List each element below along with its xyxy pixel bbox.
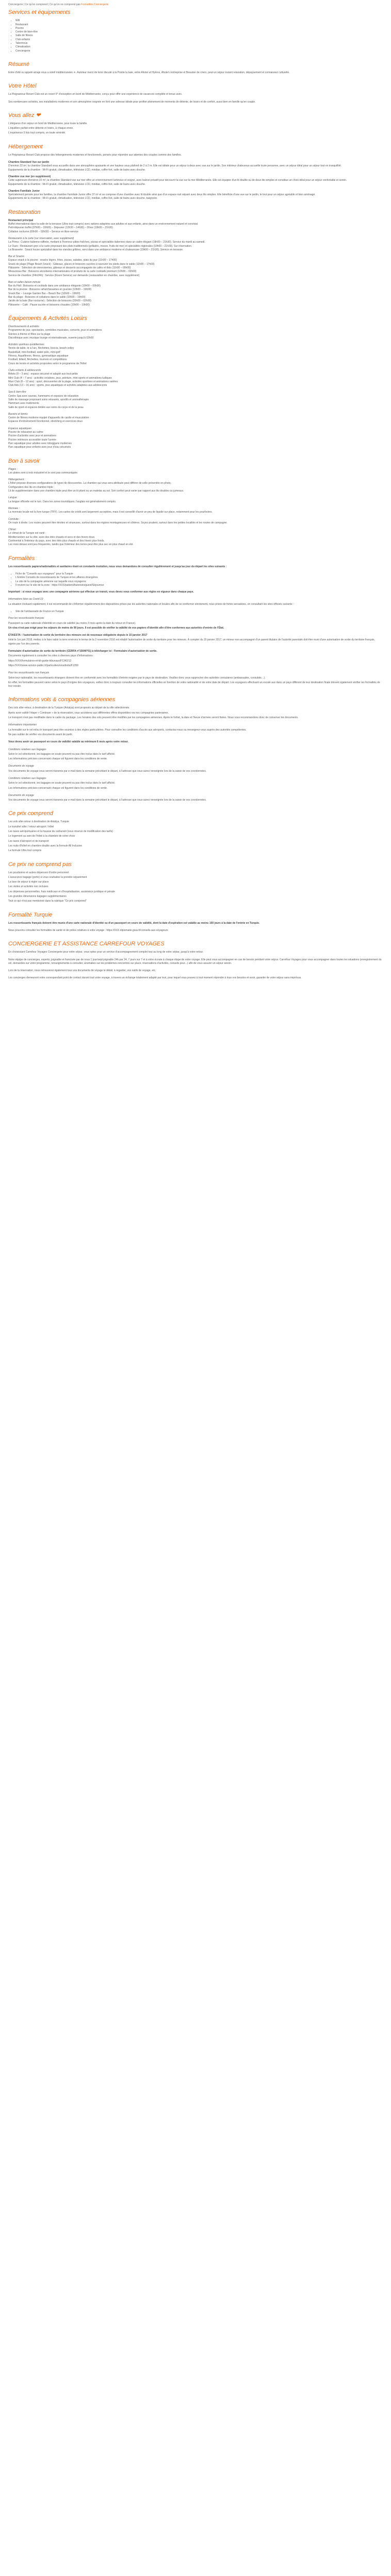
covid-text: La situation évoluant rapidement, il est recommandé de s'informer régulièrement des dispositions prises par les autorités nationales et locales afin de se conformer strictement, nous prions de fortes sensations, en consultant les sites officiels suivants : <box>8 602 294 606</box>
compagnies-text: Vos documents de voyage vous seront transmis par e-mail dans la semaine précédant le départ, à l'adresse que vous aurez renseignée lors de la saisie de vos coordonnées. <box>8 769 207 773</box>
info-text: Lit de supplémentaire dans une chambre triple peut être un lit pliant ou un matelas au sol. Son confort peut varier par rapport aux lits doubles ou jumeaux. <box>8 489 184 493</box>
activity-block <box>8 427 383 450</box>
activity-block <box>8 325 383 340</box>
restaurant-text: Mixsuoreau Bar : Boissons alcoolisées internationales et produits de la carte cocktails premium (10h00 – 02h00) <box>8 270 137 274</box>
activity-line: Parc aquatique pour enfants avec jeux d'eau sécurisés <box>8 446 71 449</box>
covid-link[interactable]: • Site de l'ambassade de France en Turquie <box>15 610 383 614</box>
vous-allez-section <box>8 112 383 135</box>
fr-heading: Pour les ressortissants français <box>8 617 44 620</box>
restaurant-text: Bar de la piscine : Boissons rafraîchissantes en journée (10h00 – 19h00) <box>8 288 92 292</box>
restaurant-text: Pâtisserie : Sélection de viennoiseries, gâteaux et desserts accompagnés de cafés et thés (11h00 – 00h00) <box>8 266 131 269</box>
included-item: Les taxes aéroportuaires et la hausse du carburant (sous réserve de modification des tarifs) <box>8 830 113 834</box>
page <box>4 0 387 989</box>
activity-line: Parc aquatique pour adultes avec toboggans modernes <box>8 442 72 445</box>
hebergement-title: Hébergement <box>8 143 43 150</box>
eta-text: Documents également à consulter les sites à diverses pays d'informations : <box>8 654 94 658</box>
info-block <box>8 496 383 504</box>
service-item: • Conciergerie <box>15 49 383 53</box>
info-text: Continental à l'intérieur du pays, avec des étés plus chauds et des hivers plus froids. <box>8 539 105 543</box>
activity-subtitle: Divertissements & activités <box>8 325 39 328</box>
bon-a-savoir-title: Bon à savoir <box>8 457 40 464</box>
excluded-item: L'assurance bagage (perte) si vous souhaitez la prendre séparément <box>8 875 87 879</box>
conciergerie-text: Lors de la réservation, nous retrouverez également tous vos documents de voyage le détail, à regarder, vos outils de voyage, etc. <box>8 969 156 973</box>
equipements-section <box>8 315 383 450</box>
room-description: Spécialement pensée pour les familles, la chambre Familiale Junior offre 37 m² et se compose d'une chambre avec lit double ainsi que d'un espace nuit séparé avec deux lits simples. Elle bénéficie d'une vue sur le jardin, le tout pour un séjour agréable et bien aménagé. <box>8 193 316 197</box>
activity-block <box>8 369 383 387</box>
activity-subtitle: Clubs enfants & adolescents <box>8 368 41 372</box>
restaurant-text: Jardin de la baie (Bar nocturne) : Sélection de boissons (20h00 – 02h00) <box>8 299 91 303</box>
activity-line: Mini Club (4 – 7 ans) : activités créatives, jeux, peinture, mini-sports et animations ludiques <box>8 376 112 380</box>
activity-line: Centre Spa avec saunas, hammams et espaces de relaxation <box>8 394 79 398</box>
info-block <box>8 468 383 476</box>
service-item: • Wifi <box>15 19 383 23</box>
info-text: Les mois idéaux sont peu fréquentés, tandis que l'intérieur des terres peut être plus sec en plus chaud en été. <box>8 543 134 547</box>
eta-link[interactable]: https://XXX/formulaires-et-kit-guide-tribunaux/F1342/12 <box>8 659 72 663</box>
passport-warning: Vous devez avoir un passeport en cours de validité valable au minimum 6 mois après votre retour. <box>8 740 129 744</box>
info-block <box>8 528 383 547</box>
compagnies-section <box>8 697 383 802</box>
restaurant-block <box>8 219 383 234</box>
activity-line: Tennis de table, tir à l'arc, fléchettes, boccia, beach-volley <box>8 347 74 350</box>
activity-line: Fitness, Aquafitness, fitness, gymnastique aquatique <box>8 354 69 358</box>
info-heading: Langue : <box>8 496 19 500</box>
included-item: Les vols aller-retour à destination de Antalya, Turquie <box>8 820 69 824</box>
excluded-item: Les dépenses personnelles, frais médicaux et d'hospitalisation, assistance juridique et pénale <box>8 890 115 893</box>
hotel-paragraph: Ses nombreuses activités, ses installations modernes et son atmosphère soignée en font une adresse idéale pour profiter pleinement de moments de détente, de loisirs et de confort, aussi bien en famille qu'en couple. <box>8 100 256 104</box>
activity-line: Basketball, mini-football, water-polo, mini-golf <box>8 350 60 354</box>
resume-section <box>8 61 383 75</box>
prix-ne-comprend-title: Ce prix ne comprend pas <box>8 861 72 868</box>
compagnies-text: La formalité sur le vol et/ou le transport peut être soumise à des règles particulières. Pour connaître les conditions d'accès aux aéroports, contactez-nous ou renseignez-vous auprès des autorités compétentes. <box>8 728 247 732</box>
info-text: Le climat de la Turquie est varié : <box>8 532 46 535</box>
service-item: • Tabernous <box>15 42 383 45</box>
activity-line: Discothèque avec musique lounge et internationale, ouverte jusqu'à 02h00 <box>8 336 94 340</box>
activity-block <box>8 343 383 366</box>
bon-a-savoir-section <box>8 458 383 547</box>
excluded-item: Tout ce qui n'est pas mentionné dans la rubrique "Ce prix comprend" <box>8 900 87 903</box>
prix-ne-comprend-section <box>8 861 383 904</box>
fr-text: Passeport ou carte nationale d'identité en cours de validité (au moins 3 mois après la date du retour en France). <box>8 621 136 625</box>
restaurant-text: Bar du Hall : Boissons et cocktails dans une ambiance élégante (10h00 – 00h00) <box>8 284 101 288</box>
compagnies-text: Selon le vol sélectionné, les bagages en soute peuvent ou pas être inclus dans le tarif affiché. <box>8 782 116 785</box>
included-item: Le transfert aller / retour aéroport / hôtel <box>8 825 54 828</box>
room-title: Chambre vue mer (en supplément) <box>8 175 51 178</box>
excluded-item: La taxe de séjour à régler sur place <box>8 880 49 884</box>
info-block <box>8 518 383 526</box>
resume-title: Résumé <box>8 61 29 67</box>
service-item: • Salle de fitness <box>15 34 383 38</box>
vous-allez-line: L'expérience 5 fois tout compris, en toute sérénité. <box>8 131 66 135</box>
formalites-section <box>8 555 383 689</box>
activity-subtitle: Espaces aquatiques <box>8 427 32 430</box>
services-title: Services et équipements <box>8 9 71 16</box>
compagnies-text: Après avoir validé l'étape « Continuer » de la réservation, vous accèderez aux différentes offres disponibles via nos compagnies partenaires. <box>8 711 169 715</box>
compagnies-subheading: Conditions relatives aux bagages <box>8 748 46 751</box>
formalites-link[interactable]: • Il revient sur le site de la zone : https://XXX/patient/Autorisés/guest/Séjournez <box>15 584 383 587</box>
activity-line: Bébés (0 – 3 ans) : espace sécurisé et adapté aux tout-petits <box>8 372 78 376</box>
compagnies-text: Ne pas oublier de vérifier vos documents avant de partir. <box>8 733 73 736</box>
restaurant-text: Pâtisserie – Café : Pause sucrée et boissons chaudes (10h00 – 19h00) <box>8 303 90 307</box>
services-section <box>8 9 383 53</box>
included-item: Les taxes d'aéroport et de transport <box>8 839 49 843</box>
activity-line: Piscine intérieure accessible toute l'année <box>8 438 56 442</box>
restaurant-block <box>8 255 383 278</box>
service-item: • Climatisation <box>15 45 383 49</box>
room-equipment: Équipements de la chambre : Wi-Fi gratuit, climatisation, télévision LCD, minibar, coffre-fort, salle de bains avec douche. <box>8 168 146 172</box>
info-text: Configuration des lits en chambre triple : <box>8 485 55 489</box>
info-text: Méditerranéen sur la côte, avec des étés chauds et secs et des hivers doux. <box>8 535 95 539</box>
restaurant-text: Snack de plage (Plage Beach Snack) : Gâteaux, glaces et boissons sucrées à savourer les pieds dans le sable (11h00 – 17h00) <box>8 262 155 266</box>
hotel-paragraph: La Peignaneuz Resort Club est un resort 5* d'exception en bord de Méditerranée, conçu pour offrir une expérience de vacances complète et tenue avec. <box>8 93 183 96</box>
activity-line: Centre de fitness moderne équipé d'appareils de cardio et musculation <box>8 416 89 420</box>
formalites-important: Important : si vous voyagez avec une compagnie aérienne qui effectue un transit, vous devez vous conformer aux règles en vigueur dans chaque pays. <box>8 590 194 594</box>
restaurant-text: La Prima : Cuisine italienne raffinée, mettant à l'honneur pâtes fraîches, pizzas et spécialités italiennes dans un cadre élégant (19h00 – 21h30). Service du mardi au samedi. <box>8 241 205 244</box>
included-item: La formule Ultra tout compris <box>8 849 42 853</box>
service-item: • Piscine <box>15 27 383 30</box>
info-block <box>8 507 383 515</box>
room-description: Cette supérieure d'environ 22 m², la chambre Standard vue sur mer offre un environnement lumineux et soigné, avec balcon privatif pour découvrir la vue sur la mer Méditerranée. Elle est équipée d'un lit double ou de deux lits simples et constitue un choix idéal pour un séjour confortable et serein. <box>8 179 347 182</box>
hotel-section <box>8 83 383 104</box>
eta-heading: ETA/ESTA : l'autorisation de sortie du territoire des mineurs est de nouveaux obligatoire depuis le 15 janvier 2017 <box>8 634 148 637</box>
compagnies-text: Selon le vol sélectionné, les bagages en soute peuvent ou pas être inclus dans le tarif affiché. <box>8 752 116 756</box>
restaurant-text: Petit-déjeuner buffet (07h00 – 10h00) – Déjeuner (12h30 – 14h30) – Dîner (19h00 – 21h30) <box>8 226 113 230</box>
activity-subtitle: Bassins et tennis <box>8 412 28 416</box>
conciergerie-text: Notre équipe de concierges, experts, joignable et francisée par de nous 1 jour/sept joignable 24h par 24, 7 jours sur 7 et à votre écoute à chaque étape de votre voyage. Elle peut vous accompagner en cas de besoin pendant votre séjour. Carrefour Voyages pour vous accompagner dans toutes les situations (enregistrement du vol, demandes sur votre programme, renseignements à consulter, anomalies sur les problèmes rencontrés sur place, réservations d'activités, conseils pour...) afin de vous assurer un séjour serein. <box>8 958 382 965</box>
prix-comprend-title: Ce prix comprend <box>8 810 53 817</box>
breadcrumb-link[interactable]: Formalités Conciergerie <box>81 3 109 6</box>
compagnies-text: Les informations précises concernant chaque vol figurent dans les conditions de vente. <box>8 786 108 790</box>
info-heading: Plages : <box>8 467 18 471</box>
formalites-link[interactable]: • L'Entrée Conseils de ressortissants de Turquie et les affaires étrangères <box>15 576 383 580</box>
info-text: Les plates sont à trois industriel et le sont pas communiquée. <box>8 471 78 474</box>
excluded-item: Les visites et activités non incluses <box>8 885 48 889</box>
activity-line: Football, billard, fléchettes, tournois et compétitions <box>8 358 67 362</box>
info-heading: Climat : <box>8 528 17 532</box>
excluded-item: Les grandes dimensions bagages supplémentaires <box>8 895 67 899</box>
conciergerie-section <box>8 941 383 980</box>
covid-links <box>8 610 383 614</box>
info-heading: Hébergement : <box>8 478 26 482</box>
compagnies-subheading: Documents de voyage <box>8 793 34 797</box>
restaurant-block <box>8 237 383 252</box>
activity-block <box>8 413 383 424</box>
activity-line: Salle de massage proposant soins relaxants, sportifs et aromathérapie <box>8 398 89 401</box>
info-text: L'hôtel propose diverses configurations de types de découvertes. La chambre qui vous sera attribuée peut différer de celle présentée en photo. <box>8 482 172 485</box>
breadcrumb-text: Conciergerie | Ce qu'on comprend | Ce qu'on ne comprend pas <box>8 3 80 6</box>
restaurant-text: Snack Bar – Lounge Garden Bar – Beach Bar (10h00 – 19h00) <box>8 292 80 295</box>
compagnies-text: Des vols aller-retour, à destination de la Turquie (Antalya) sont proposés au départ de la ville sélectionnée. <box>8 706 130 710</box>
room-equipment: Équipements de la chambre : Wi-Fi gratuit, climatisation, télévision LCD, minibar, coffre-fort, salle de bains avec douche, baignoire. <box>8 197 158 200</box>
activity-line: Maxi Club (8 – 12 ans) : sport, découvertes de la plage, activités sportives et animations variées <box>8 380 118 383</box>
service-item: • Club enfants <box>15 38 383 42</box>
activity-line: Soirées à thème et fêtes sur la plage <box>8 332 51 336</box>
included-item: Le logement au sein de l'hôtel à la chambre de votre choix <box>8 835 75 838</box>
restaurant-subtitle: Restaurants à la carte (sur réservation, avec supplément) <box>8 236 74 240</box>
activity-line: Cours de tennis et activités proposées selon le programme de l'hôtel <box>8 362 87 365</box>
restauration-section <box>8 209 383 307</box>
hotel-title: Votre Hôtel <box>8 83 37 90</box>
room-block <box>8 190 383 201</box>
eta-link[interactable]: https://XXX/www.service-public.fr/particuliers/vosdroits/F1359 <box>8 664 78 667</box>
formalite-turquie-title: Formalité Turquie <box>8 911 53 918</box>
restaurant-subtitle: Bar et Snacks <box>8 255 25 259</box>
restaurant-text: La Brasserie : Snack house spécialisé dans les viandes grillées, servi dans une ambiance moderne et chaleureuse (19h00 – 21h30). Service en terrasse. <box>8 248 184 251</box>
services-list <box>8 19 383 53</box>
eta-text-bold: Formulaire d'autorisation de sortie du territoire (CERFA n°15646*01) à télécharger ici : Formulaire d'autorisation de sortie. <box>8 650 157 653</box>
conciergerie-text: En choisissant Carrefour Voyages Conciergerie pour votre séjour, vous optez pour un service d'accompagnement complet tout au long de votre séjour, jusqu'à votre retour. <box>8 951 204 954</box>
conciergerie-title: CONCIERGERIE ET ASSISTANCE CARREFOUR VOYAGES <box>8 941 165 947</box>
hebergement-intro: Le Peignaneuz Resort Club propose des hébergements modernes et fonctionnels, pensés pour répondre aux attentes des couples comme des familles. <box>8 153 182 157</box>
covid-heading: Informations liées au Covid-19 <box>8 598 43 601</box>
restaurant-subtitle: Restaurant principal <box>8 218 34 222</box>
formalites-title: Formalités <box>8 555 35 562</box>
activity-subtitle: Activités sportives quotidiennes <box>8 343 44 347</box>
info-text: La monnaie locale est la livre turque (TRY). Les cartes de crédit sont largement acceptées, mais il est conseillé d'avoir un peu de liquide sur place, notamment pour les pourboires. <box>8 511 213 514</box>
fr-text-bold: Un visa n'est pas exigé pour les séjours de moins de 90 jours. Il est possible de vérifier la validité de vos papiers d'identité afin d'être conformes aux autorités d'entrée de l'État. <box>8 626 224 630</box>
formalites-link[interactable]: • Fiche de "Conseils aux voyageurs" pour la Turquie <box>15 572 383 576</box>
room-equipment: Équipements de la chambre : Wi-Fi gratuit, climatisation, télévision LCD, minibar, coffre-fort, salle de bains avec douche. <box>8 182 146 186</box>
excluded-item: Les pourboires et autres dépenses d'ordre personnel <box>8 871 69 874</box>
included-item: Les nuits d'hôtel en chambre double avec la formule All Inclusive <box>8 844 82 848</box>
activity-block <box>8 391 383 409</box>
hebergement-section <box>8 144 383 201</box>
info-heading: Monnaie : <box>8 506 20 510</box>
room-title: Chambre Familiale Junior <box>8 189 40 193</box>
resume-text: Entre d'été ou appelé amaje vous a soleil méditerranéen ☀. Autoleur merci de tenir discuté à la Pointe la baie, entre Ahotel et Hyères, Ahotel s'entreprise et Beaurier de criers, peut un séjour instant relaxation, dépaysement et connaissez culturelle. <box>8 71 290 74</box>
restaurant-text: Le Ouzo : Restaurant grec à la carte proposant des plats traditionnels (grillades, mezze, fruits de mer) et spécialités régionales (19h00 – 21h30). Sur réservation. <box>8 244 192 248</box>
formalites-link[interactable]: • Le site de la compagnie aérienne sur laquelle vous voyagerez <box>15 580 383 584</box>
compagnies-subheading: Informations importantes <box>8 723 37 727</box>
restaurant-text: Buffet international dans la salle de la terrasse (Ultra tout compris) avec options adaptées aux adultes et aux enfants, ainsi dans un environnement naturel et convivial. <box>8 223 199 226</box>
activity-line: Piscine d'activités avec jeux et animations <box>8 434 56 438</box>
activity-line: Salle de sport et espaces dédiés aux soins du corps et de la peau <box>8 405 84 409</box>
prix-comprend-section <box>8 810 383 853</box>
compagnies-text: Le transport n'est pas modifiable dans le cadre du package. Les horaires des vols peuvent être modifiés par les compagnies aériennes. Après le forfait, la date et l'heure d'arrivée seront fixées. Nous vous recommandons donc de conserver les documents. <box>8 716 299 720</box>
vous-allez-title: Vous allez ❤ <box>8 112 41 118</box>
info-text: La langue officielle est le turc. Dans les zones touristiques, l'anglais est généralement compris. <box>8 500 117 503</box>
room-title: Chambre Standard Vue sur jardin <box>8 161 50 164</box>
activity-subtitle: Spa & bien-être <box>8 391 26 394</box>
activity-line: Club Ado (13 – 16 ans) : sports, jeux aquatiques et activités adaptées aux adolescents <box>8 384 107 387</box>
formalites-intro: Les ressortissants papiers/nationalités et sanitaires étant en constante évolution, nous vous demandons de consulter régulièrement et jusqu'au jour du départ les sites suivants : <box>8 565 227 568</box>
service-item: • Centre de bien-être <box>15 30 383 34</box>
other-text: Selon leur nationalité, les ressortissants étrangers doivent être en conformité avec les formalités d'entrée exigées par le pays de destination. Veuillez donc vous rapprocher des autorités consulaires (ambassades, consulats…). <box>8 676 266 680</box>
restaurant-subtitle: Bars et salles liaison-minute <box>8 280 41 284</box>
breadcrumb <box>8 3 383 7</box>
formalite-turquie-section <box>8 912 383 933</box>
restaurant-text: Bar du plage : Boissons et collations dans le sable (10h00 – 19h00) <box>8 296 86 299</box>
eta-text: Initié le 1er juin 2018, mettez à le faire valoir la terre environs le terme de la 2 novembre 2016 est rétabli l'autorisation de sortie du territoire pour les mineurs. À compter du 15 janvier 2017, un mineur non accompagné d'un parent titulaire de l'autorité parentale doit être muni d'une autorisation de sortie du territoire français, signée par l'un des parents. <box>8 638 375 646</box>
info-heading: Conduite : <box>8 517 20 521</box>
other-heading: Pour les ressortissants non français <box>8 671 50 675</box>
activity-line: Programme de jour, spectacles, comédies musicales, concerts, jeux et animations <box>8 329 102 332</box>
restaurant-text: Service de chambre (24h/24h) : Service (Room Service) sur demande (restauration en chambre, avec supplément) <box>8 274 140 277</box>
restaurant-text: Collation nocturne (00h00 – 02h00) – Service en libre-service <box>8 230 78 233</box>
other-text: En effet, les formalités peuvent varier selon le pays d'origine des voyageurs, veillez donc à toujours consulter les informations officielles en fonction de votre nationalité et de votre date de départ. Les voyageurs effectuant un escale aux dans un pays différent de leur destination finale doivent également vérifier les formalités de leur escale. <box>8 681 380 688</box>
restaurant-block <box>8 281 383 307</box>
vous-allez-line: L'équilibre parfait entre détente et loisirs, à chaque envie. <box>8 127 74 130</box>
formalite-turquie-text: Les ressortissants français doivent être munis d'une carte nationale d'identité ou d'un passeport en cours de validité, dont la date d'expiration est valable au moins 150 jours à la date de l'entrée en Turquie. <box>8 921 260 925</box>
restaurant-text: Espace snack à la piscine : snacks légers, frites, pizzas, salades, plats du jour (11h00 – 17h00) <box>8 259 117 262</box>
room-block <box>8 175 383 187</box>
room-block <box>8 161 383 172</box>
compagnies-title: Informations vols & compagnies aériennes <box>8 697 116 703</box>
compagnies-subheading: Documents de voyage <box>8 765 34 768</box>
restauration-title: Restauration <box>8 209 41 215</box>
room-description: D'environ 22 m², la chambre Standard vous accueille dans une atmosphère apaisante et une hauteur sous plafond de 2 à 2 m. Elle est idéale pour un séjour à deux avec vue sur le jardin. Son intérieur chaleureux accueille toute personne, avec un séjour idéal pour un séjour tout en tranquillité. <box>8 164 342 168</box>
info-text: On roule à droite. Les routes peuvent être étroites et sinueuses, surtout dans les régions montagneuses et côtières. Soyez prudent, surtout dans les petites localités et les routes de campagne. <box>8 521 227 524</box>
info-block <box>8 478 383 493</box>
compagnies-text: Les informations précises concernant chaque vol figurent dans les conditions de vente. <box>8 757 108 761</box>
conciergerie-text: Les concierges demeurent votre correspondant point de contact durant tout votre voyage, à travers un échange totalement adapté par tout, pour lequel vous pouvez à tout moment répondre à tous vos besoins et avoir, garantie de votre séjour sans imprévus. <box>8 976 302 980</box>
equipements-title: Équipements & Activités Loisirs <box>8 315 88 321</box>
service-item: • Restaurant <box>15 23 383 27</box>
compagnies-subheading: Conditions relatives aux bagages <box>8 777 46 780</box>
activity-line: Hammam avec traitements <box>8 402 39 405</box>
compagnies-text: Vos documents de voyage vous seront transmis par e-mail dans la semaine précédant le départ, à l'adresse que vous aurez renseignée lors de la saisie de vos coordonnées. <box>8 799 207 802</box>
activity-line: Piscine de relaxation au calme <box>8 431 43 434</box>
vous-allez-line: L'élégance d'un séjour en bord de Méditerranée, pour toute la famille. <box>8 122 88 125</box>
formalite-turquie-text: Nous pouvons consulter les formalités de santé et de police relatives à votre voyage : https://XXX.diplomatie.gouv.fr/conseils-aux-voyageurs <box>8 928 168 932</box>
formalites-links <box>8 572 383 587</box>
activity-line: Espaces d'entraînement fonctionnel, stretching et exercices doux <box>8 420 83 423</box>
